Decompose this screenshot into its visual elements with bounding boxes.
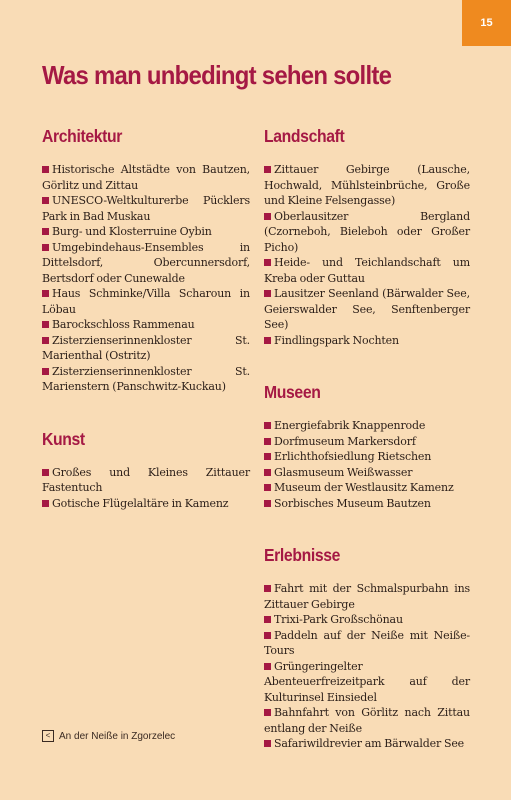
bullet-square-icon	[42, 321, 49, 328]
right-column	[264, 122, 470, 752]
bullet-square-icon	[264, 166, 271, 173]
list-item-text: Heide- und Teichlandschaft um Kreba oder Guttau	[264, 256, 470, 285]
bullet-square-icon	[264, 663, 271, 670]
list-item-text: Erlichthofsiedlung Rietschen	[274, 450, 432, 463]
page-number: 15	[462, 0, 511, 46]
list-item	[264, 449, 470, 465]
list-item-text: Umgebindehaus-Ensembles in Dittelsdorf, Obercunnersdorf, Bertsdorf oder Cunewalde	[42, 240, 250, 285]
section-heading-museen: Museen	[264, 382, 321, 402]
photo-caption-text: An der Neiße in Zgorzelec	[59, 730, 176, 742]
list-item-text: Zisterzienserinnenkloster St. Marienthal (Ostritz)	[42, 333, 250, 362]
list-museen	[264, 418, 470, 511]
list-item-text: Fahrt mit der Schmalspurbahn ins Zittauer Gebirge	[264, 582, 470, 611]
list-item	[264, 496, 470, 512]
photo-caption-arrow-icon: <	[42, 730, 54, 742]
list-item	[42, 317, 250, 333]
list-item	[264, 612, 470, 628]
list-item-text: Oberlausitzer Bergland (Czorneboh, Bieleboh oder Großer Picho)	[264, 209, 470, 254]
bullet-square-icon	[42, 290, 49, 297]
bullet-square-icon	[264, 585, 271, 592]
list-item-text: Safariwildrevier am Bärwalder See	[274, 737, 465, 750]
list-item-text: Dorfmuseum Markersdorf	[274, 434, 416, 448]
list-item-text: Historische Altstädte von Bautzen, Görlitz und Zittau	[42, 163, 250, 192]
list-item	[264, 434, 470, 450]
list-kunst	[42, 465, 250, 512]
list-item	[264, 162, 470, 209]
bullet-square-icon	[264, 709, 271, 716]
bullet-square-icon	[42, 500, 49, 507]
list-item-text: UNESCO-Weltkulturerbe Pücklers Park in Bad Muskau	[42, 194, 250, 223]
list-item-text: Zittauer Gebirge (Lausche, Hochwald, Mühlsteinbrüche, Große und Kleine Felsengasse)	[264, 163, 470, 207]
list-architektur	[42, 162, 250, 395]
list-item-text: Lausitzer Seenland (Bärwalder See, Geierswalder See, Senftenberger See)	[264, 287, 470, 331]
list-item	[42, 240, 250, 287]
list-item-text: Glasmuseum Weißwasser	[274, 465, 413, 479]
bullet-square-icon	[264, 438, 271, 445]
list-item-text: Burg- und Klosterruine Oybin	[52, 225, 212, 238]
list-item	[42, 496, 250, 512]
list-item-text: Gotische Flügelaltäre in Kamenz	[52, 496, 229, 510]
list-item	[42, 333, 250, 364]
list-item-text: Großes und Kleines Zittauer Fastentuch	[42, 465, 250, 494]
bullet-square-icon	[264, 259, 271, 266]
list-item-text: Zisterzienserinnenkloster St. Marienstern (Panschwitz-Kuckau)	[42, 364, 250, 393]
list-item-text: Trixi-Park Großschönau	[274, 613, 403, 626]
bullet-square-icon	[42, 228, 49, 235]
list-item-text: Barockschloss Rammenau	[52, 318, 195, 331]
list-item	[264, 255, 470, 286]
section-architektur	[42, 122, 250, 395]
list-item	[42, 286, 250, 317]
bullet-square-icon	[264, 500, 271, 507]
list-item-text: Energiefabrik Knappenrode	[274, 419, 426, 432]
section-heading-landschaft: Landschaft	[264, 126, 345, 146]
bullet-square-icon	[264, 632, 271, 639]
bullet-square-icon	[264, 453, 271, 460]
bullet-square-icon	[264, 213, 271, 220]
bullet-square-icon	[264, 290, 271, 297]
section-heading-architektur: Architektur	[42, 126, 123, 146]
list-item-text: Museum der Westlausitz Kamenz	[274, 481, 454, 494]
list-item-text: Findlingspark Nochten	[274, 333, 399, 347]
list-item	[264, 286, 470, 333]
bullet-square-icon	[42, 244, 49, 251]
bullet-square-icon	[264, 337, 271, 344]
bullet-square-icon	[264, 422, 271, 429]
list-item	[264, 209, 470, 256]
list-item	[264, 628, 470, 659]
bullet-square-icon	[264, 616, 271, 623]
list-erlebnisse	[264, 581, 470, 752]
section-erlebnisse	[264, 541, 470, 752]
bullet-square-icon	[42, 197, 49, 204]
list-item-text: Grüngeringelter Abenteuerfreizeitpark auf der Kulturinsel Einsiedel	[264, 659, 470, 704]
list-item	[264, 418, 470, 434]
section-landschaft	[264, 122, 470, 348]
list-item	[264, 705, 470, 736]
photo-caption	[42, 730, 175, 742]
list-item	[42, 162, 250, 193]
list-item-text: Bahnfahrt von Görlitz nach Zittau entlang der Neiße	[264, 706, 470, 735]
section-kunst	[42, 425, 250, 512]
list-item-text: Haus Schminke/Villa Scharoun in Löbau	[42, 287, 250, 316]
bullet-square-icon	[42, 469, 49, 476]
bullet-square-icon	[42, 337, 49, 344]
list-item	[264, 581, 470, 612]
list-item	[264, 480, 470, 496]
list-item	[264, 736, 470, 752]
section-heading-erlebnisse: Erlebnisse	[264, 545, 341, 565]
list-item	[42, 364, 250, 395]
list-item-text: Sorbisches Museum Bautzen	[274, 496, 431, 510]
section-museen	[264, 378, 470, 511]
list-item	[42, 224, 250, 240]
list-item	[264, 333, 470, 349]
section-heading-kunst: Kunst	[42, 428, 85, 449]
page-title: Was man unbedingt sehen sollte	[42, 60, 392, 90]
bullet-square-icon	[42, 166, 49, 173]
bullet-square-icon	[42, 368, 49, 375]
list-item	[264, 465, 470, 481]
list-landschaft	[264, 162, 470, 348]
list-item	[42, 465, 250, 496]
bullet-square-icon	[264, 740, 271, 747]
left-column	[42, 122, 250, 511]
bullet-square-icon	[264, 469, 271, 476]
list-item	[42, 193, 250, 224]
list-item-text: Paddeln auf der Neiße mit Neiße-Tours	[264, 628, 470, 657]
bullet-square-icon	[264, 484, 271, 491]
list-item	[264, 659, 470, 706]
